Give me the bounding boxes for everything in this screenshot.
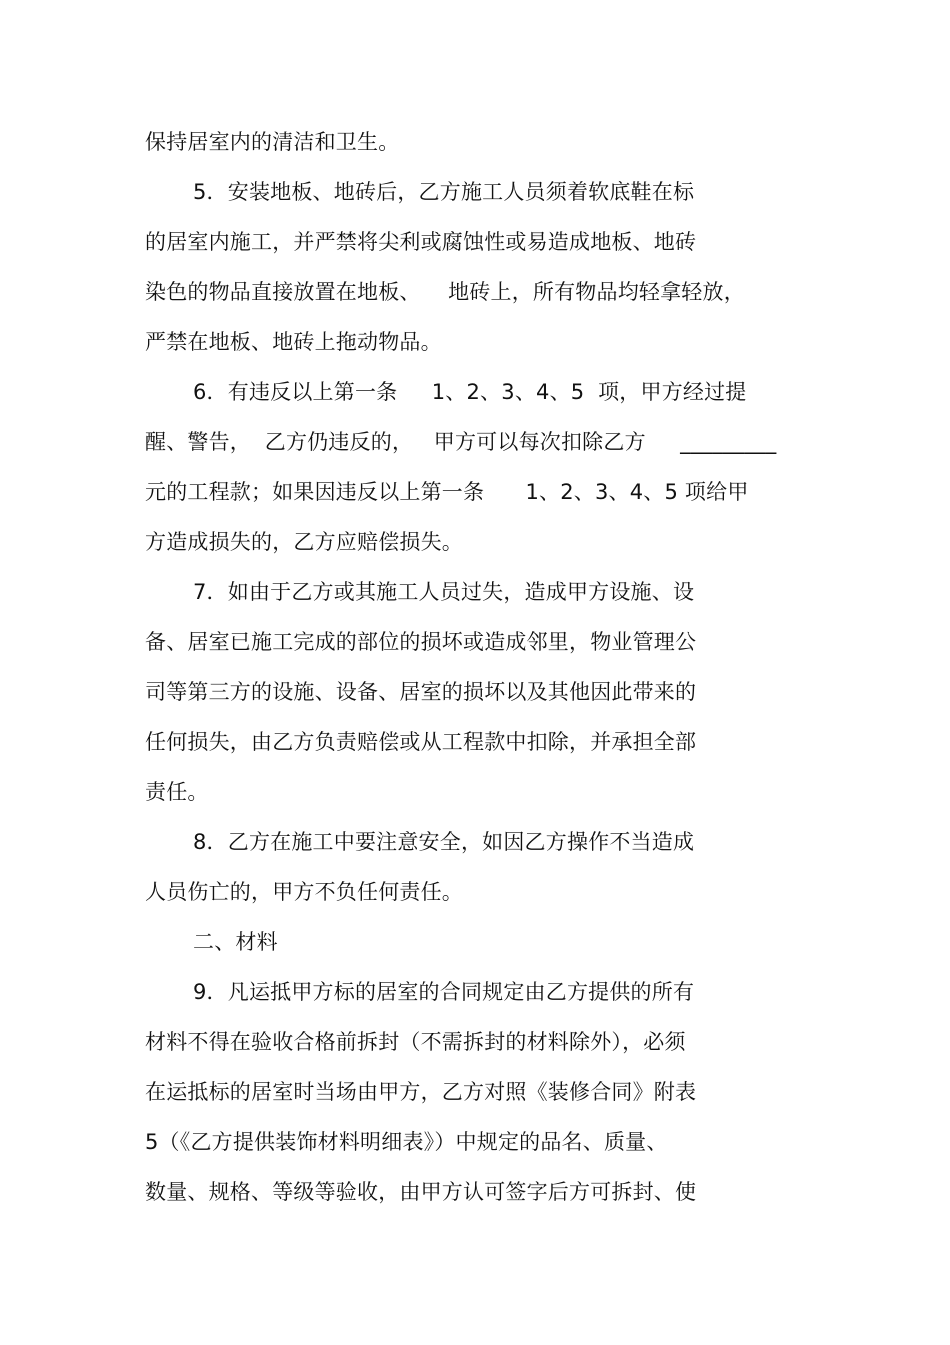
text-line: 保持居室内的清洁和卫生。: [145, 130, 400, 154]
text-line: 任何损失，由乙方负责赔偿或从工程款中扣除，并承担全部: [145, 730, 697, 754]
text-line: 在运抵标的居室时当场由甲方，乙方对照《装修合同》附表: [145, 1080, 697, 1104]
text-line: 染色的物品直接放置在地板、 地砖上，所有物品均轻拿轻放，: [145, 280, 745, 304]
text-line: 人员伤亡的，甲方不负任何责任。: [145, 880, 463, 904]
text-line: 方造成损失的，乙方应赔偿损失。: [145, 530, 463, 554]
text-line: 备、居室已施工完成的部位的损坏或造成邻里，物业管理公: [145, 630, 697, 654]
text-line-with-blank: 醒、警告， 乙方仍违反的， 甲方可以每次扣除乙方 _________: [145, 430, 777, 454]
clause-9-line: 9．凡运抵甲方标的居室的合同规定由乙方提供的所有: [193, 980, 695, 1004]
text-line: 责任。: [145, 780, 209, 804]
section-heading-materials: 二、材料: [193, 930, 278, 954]
clause-8-line: 8．乙方在施工中要注意安全，如因乙方操作不当造成: [193, 830, 695, 854]
clause-5-line: 5．安装地板、地砖后，乙方施工人员须着软底鞋在标: [193, 180, 695, 204]
text-line: 材料不得在验收合格前拆封（不需拆封的材料除外），必须: [145, 1030, 686, 1054]
text-line: 的居室内施工，并严禁将尖利或腐蚀性或易造成地板、地砖: [145, 230, 697, 254]
text-line: 元的工程款；如果因违反以上第一条 1、2、3、4、5 项给甲: [145, 480, 749, 504]
text-line: 5（《乙方提供装饰材料明细表》）中规定的品名、质量、: [145, 1130, 668, 1154]
text-line: 司等第三方的设施、设备、居室的损坏以及其他因此带来的: [145, 680, 697, 704]
text-line: 严禁在地板、地砖上拖动物品。: [145, 330, 442, 354]
clause-6-line: 6．有违反以上第一条 1、2、3、4、5 项，甲方经过提: [193, 380, 747, 404]
text-line: 数量、规格、等级等验收，由甲方认可签字后方可拆封、使: [145, 1180, 697, 1204]
clause-7-line: 7．如由于乙方或其施工人员过失，造成甲方设施、设: [193, 580, 695, 604]
